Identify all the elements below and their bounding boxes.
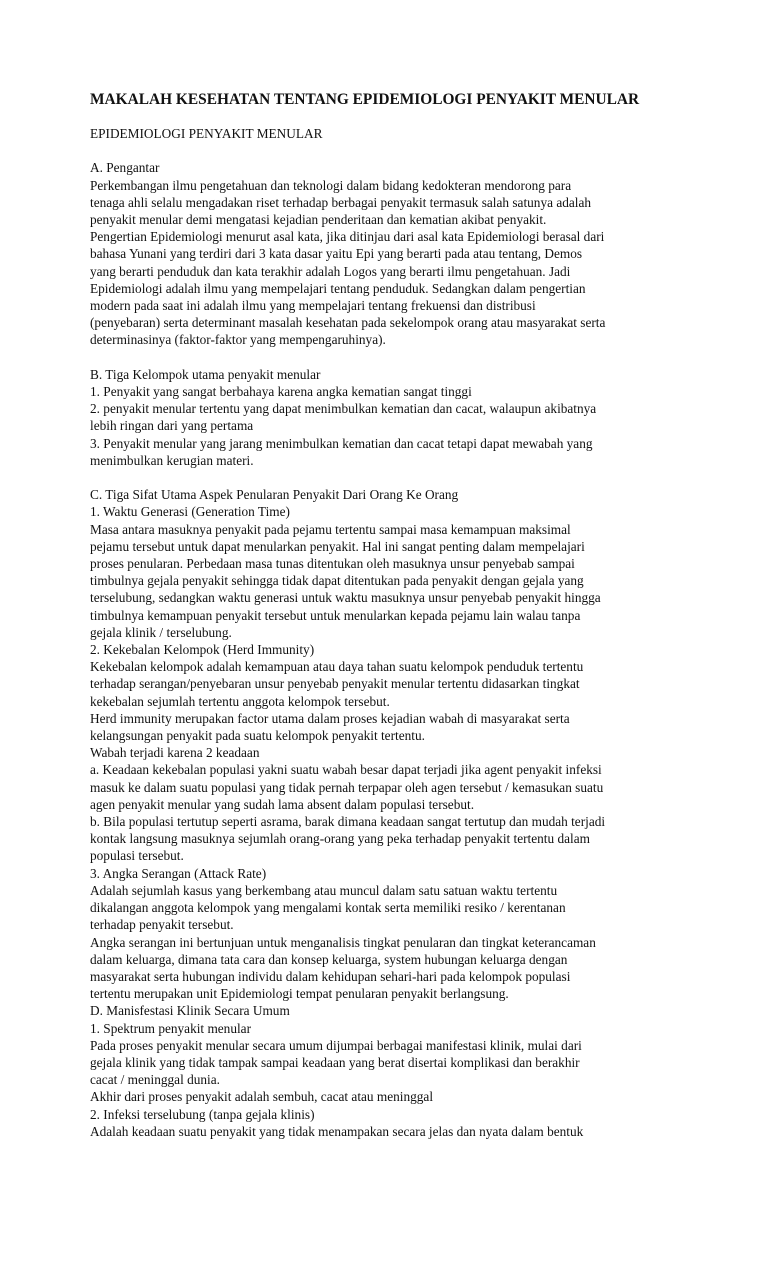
text-line: dikalangan anggota kelompok yang mengalami kontak serta memiliki resiko / kerentanan (90, 900, 566, 916)
text-line: 2. penyakit menular tertentu yang dapat menimbulkan kematian dan cacat, walaupun akibatnya (90, 401, 597, 417)
text-line: b. Bila populasi tertutup seperti asrama, barak dimana keadaan sangat tertutup dan mudah terjadi (90, 814, 606, 830)
text-line: tertentu merupakan unit Epidemiologi tempat penularan penyakit berlangsung. (90, 986, 509, 1002)
text-line: 3. Angka Serangan (Attack Rate) (90, 865, 267, 881)
text-line: tenaga ahli selalu mengadakan riset terhadap berbagai penyakit termasuk salah satunya adalah (90, 194, 592, 210)
section-d (90, 1002, 680, 1140)
section-a-heading: A. Pengantar (90, 160, 160, 176)
text-line: yang berarti penduduk dan kata terakhir adalah Logos yang berarti ilmu pengetahuan. Jadi (90, 263, 571, 279)
paragraph-spacer (90, 142, 680, 159)
text-line: lebih ringan dari yang pertama (90, 418, 254, 434)
text-line: a. Keadaan kekebalan populasi yakni suatu wabah besar dapat terjadi jika agent penyakit infeksi (90, 762, 602, 778)
text-line: Wabah terjadi karena 2 keadaan (90, 745, 260, 761)
text-line: 2. Infeksi terselubung (tanpa gejala klinis) (90, 1106, 315, 1122)
section-c (90, 486, 680, 1002)
text-line: determinasinya (faktor-faktor yang mempengaruhinya). (90, 332, 386, 348)
text-line: kekebalan sejumlah tertentu anggota kelompok tersebut. (90, 693, 390, 709)
text-line: timbulnya gejala penyakit sehingga tidak dapat ditentukan pada penyakit dengan gejala yang (90, 573, 584, 589)
text-line: Masa antara masuknya penyakit pada pejamu tertentu sampai masa kemampuan maksimal (90, 521, 571, 537)
text-line: kontak langsung masuknya sejumlah orang-orang yang peka terhadap penyakit tertentu dalam (90, 831, 590, 847)
text-line: Perkembangan ilmu pengetahuan dan teknologi dalam bidang kedokteran mendorong para (90, 177, 572, 193)
text-line: 1. Penyakit yang sangat berbahaya karena angka kematian sangat tinggi (90, 384, 472, 400)
paragraph-spacer (90, 469, 680, 486)
text-line: cacat / meninggal dunia. (90, 1072, 220, 1088)
text-line: populasi tersebut. (90, 848, 184, 864)
text-line: (penyebaran) serta determinant masalah kesehatan pada sekelompok orang atau masyarakat serta (90, 315, 606, 331)
section-b-heading: B. Tiga Kelompok utama penyakit menular (90, 366, 321, 382)
text-line: Adalah keadaan suatu penyakit yang tidak menampakan secara jelas dan nyata dalam bentuk (90, 1123, 584, 1139)
text-line: Kekebalan kelompok adalah kemampuan atau daya tahan suatu kelompok penduduk tertentu (90, 659, 584, 675)
section-b-body (90, 383, 680, 469)
text-line: 3. Penyakit menular yang jarang menimbulkan kematian dan cacat tetapi dapat mewabah yang (90, 435, 593, 451)
text-line: timbulnya kemampuan penyakit tersebut untuk menularkan kepada pejamu lain walau tanpa (90, 607, 581, 623)
text-line: Adalah sejumlah kasus yang berkembang atau muncul dalam satu satuan waktu tertentu (90, 882, 558, 898)
section-d-heading: D. Manisfestasi Klinik Secara Umum (90, 1003, 290, 1019)
text-line: pejamu tersebut untuk dapat menularkan penyakit. Hal ini sangat penting dalam mempelajari (90, 538, 585, 554)
text-line: 1. Waktu Generasi (Generation Time) (90, 504, 290, 520)
document-page (90, 90, 680, 1140)
section-b (90, 366, 680, 469)
text-line: 2. Kekebalan Kelompok (Herd Immunity) (90, 642, 315, 658)
section-c-heading: C. Tiga Sifat Utama Aspek Penularan Penyakit Dari Orang Ke Orang (90, 487, 459, 503)
text-line: kelangsungan penyakit pada suatu kelompok penyakit tertentu. (90, 728, 425, 744)
section-d-body (90, 1020, 680, 1140)
text-line: gejala klinik yang tidak tampak sampai keadaan yang berat disertai komplikasi dan berakhir (90, 1054, 580, 1070)
text-line: proses penularan. Perbedaan masa tunas ditentukan oleh masuknya unsur penyebab sampai (90, 556, 575, 572)
text-line: agen penyakit menular yang sudah lama absent dalam populasi tersebut. (90, 796, 475, 812)
document-subtitle: EPIDEMIOLOGI PENYAKIT MENULAR (90, 126, 323, 141)
paragraph-spacer (90, 349, 680, 366)
text-line: menimbulkan kerugian materi. (90, 452, 254, 468)
text-line: 1. Spektrum penyakit menular (90, 1020, 252, 1036)
text-line: masuk ke dalam suatu populasi yang tidak pernah terpapar oleh agen tersebut / kemasukan suatu (90, 779, 604, 795)
text-line: masyarakat serta hubungan individu dalam kehidupan sehari-hari pada kelompok populasi (90, 968, 571, 984)
text-line: Pada proses penyakit menular secara umum dijumpai berbagai manifestasi klinik, mulai dari (90, 1037, 582, 1053)
text-line: terselubung, sedangkan waktu generasi untuk waktu masuknya unsur penyebab penyakit hingga (90, 590, 601, 606)
text-line: Pengertian Epidemiologi menurut asal kata, jika ditinjau dari asal kata Epidemiologi berasal dari (90, 229, 605, 245)
text-line: penyakit menular demi mengatasi kejadian penderitaan dan kematian akibat penyakit. (90, 212, 547, 227)
text-line: gejala klinik / terselubung. (90, 624, 232, 640)
text-line: Epidemiologi adalah ilmu yang mempelajari tentang penduduk. Sedangkan dalam pengertian (90, 280, 586, 296)
text-line: bahasa Yunani yang terdiri dari 3 kata dasar yaitu Epi yang berarti pada atau tentang, Demos (90, 246, 583, 262)
text-line: Angka serangan ini bertunjuan untuk menganalisis tingkat penularan dan tingkat keterancaman (90, 934, 596, 950)
text-line: Akhir dari proses penyakit adalah sembuh, cacat atau meninggal (90, 1089, 434, 1105)
section-a-body (90, 177, 680, 349)
text-line: dalam keluarga, dimana tata cara dan konsep keluarga, system hubungan keluarga dengan (90, 951, 568, 967)
section-c-body (90, 503, 680, 1002)
text-line: modern pada saat ini adalah ilmu yang mempelajari tentang frekuensi dan distribusi (90, 298, 536, 314)
text-line: terhadap penyakit tersebut. (90, 917, 234, 933)
document-title: MAKALAH KESEHATAN TENTANG EPIDEMIOLOGI PENYAKIT MENULAR (90, 91, 640, 108)
section-a (90, 159, 680, 348)
text-line: Herd immunity merupakan factor utama dalam proses kejadian wabah di masyarakat serta (90, 710, 570, 726)
text-line: terhadap serangan/penyebaran unsur penyebab penyakit menular tertentu didasarkan tingkat (90, 676, 580, 692)
